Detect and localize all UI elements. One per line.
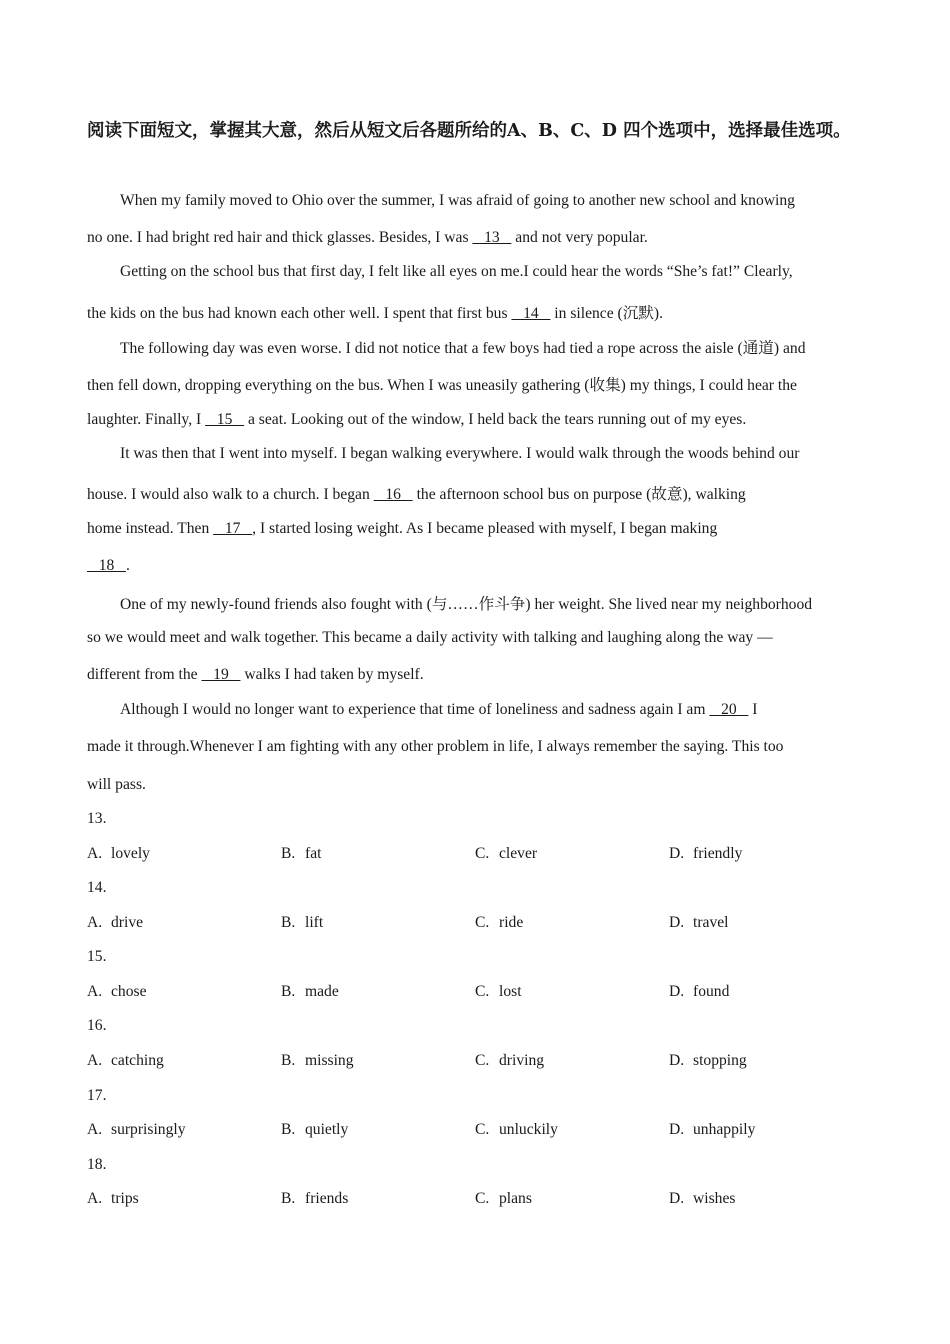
question-number-15: 15. [87, 948, 107, 965]
passage-text: walks I had taken by myself. [240, 666, 424, 683]
option-15-b[interactable] [281, 983, 339, 1001]
passage-text: different from the [87, 666, 202, 683]
passage-line [120, 701, 757, 719]
passage-line: The following day was even worse. I did not notice that a few boys had tied a rope across the aisle (通道) and [120, 340, 806, 357]
option-letter: C. [475, 845, 490, 862]
option-letter: D. [669, 845, 685, 862]
passage-text: . [125, 557, 130, 574]
passage-text: laughter. Finally, I [87, 411, 206, 428]
passage-line: then fell down, dropping everything on the bus. When I was uneasily gathering (收集) my things, I could hear the [87, 377, 797, 394]
blank-20: 20 [709, 701, 749, 718]
option-14-c[interactable] [475, 914, 523, 932]
passage-text: , I started losing weight. As I became pleased with myself, I began making [252, 520, 718, 537]
option-text: lost [499, 983, 522, 1000]
passage-line: Getting on the school bus that first day, I felt like all eyes on me.I could hear the words “She’s fat!” Clearly, [120, 263, 793, 280]
option-text: friendly [693, 845, 743, 862]
option-letter: B. [281, 845, 296, 862]
option-letter: A. [87, 1190, 103, 1207]
option-16-a[interactable] [87, 1052, 164, 1070]
option-text: stopping [693, 1052, 747, 1069]
option-18-c[interactable] [475, 1190, 532, 1208]
passage-text: no one. I had bright red hair and thick glasses. Besides, I was [87, 229, 473, 246]
passage-text: in silence (沉默). [550, 305, 663, 322]
passage-text: I [748, 701, 758, 718]
option-text: lift [305, 914, 324, 931]
blank-17: 17 [213, 520, 253, 537]
option-16-d[interactable] [669, 1052, 747, 1070]
option-text: friends [305, 1190, 349, 1207]
option-text: clever [499, 845, 538, 862]
instruction-heading: 阅读下面短文，掌握其大意，然后从短文后各题所给的A、B、C、D 四个选项中，选择最佳选项。 [87, 121, 851, 141]
option-letter: A. [87, 914, 103, 931]
option-letter: D. [669, 914, 685, 931]
passage-line [87, 482, 746, 504]
question-number-17: 17. [87, 1087, 107, 1104]
option-text: ride [499, 914, 524, 931]
option-text: catching [111, 1052, 164, 1069]
option-18-a[interactable] [87, 1190, 139, 1208]
option-text: wishes [693, 1190, 736, 1207]
passage-line: will pass. [87, 776, 146, 793]
option-14-b[interactable] [281, 914, 323, 932]
option-letter: D. [669, 1052, 685, 1069]
option-letter: B. [281, 1190, 296, 1207]
question-number-16: 16. [87, 1017, 107, 1034]
option-13-c[interactable] [475, 845, 537, 863]
passage-line [87, 411, 746, 429]
blank-15: 15 [205, 411, 245, 428]
option-text: travel [693, 914, 729, 931]
option-letter: C. [475, 1190, 490, 1207]
option-text: surprisingly [111, 1121, 186, 1138]
option-17-a[interactable] [87, 1121, 186, 1139]
passage-line [87, 666, 424, 684]
passage-text: Although I would no longer want to experience that time of loneliness and sadness again I am [120, 701, 710, 718]
option-text: lovely [111, 845, 150, 862]
passage-text: the afternoon school bus on purpose (故意), walking [412, 486, 746, 503]
question-number-14: 14. [87, 879, 107, 896]
option-letter: B. [281, 1121, 296, 1138]
option-text: made [305, 983, 339, 1000]
option-letter: B. [281, 983, 296, 1000]
blank-19: 19 [201, 666, 241, 683]
option-letter: C. [475, 914, 490, 931]
option-letter: B. [281, 1052, 296, 1069]
option-text: fat [305, 845, 322, 862]
option-letter: A. [87, 983, 103, 1000]
passage-text: house. I would also walk to a church. I began [87, 486, 374, 503]
passage-line: One of my newly-found friends also fought with (与……作斗争) her weight. She lived near my neighborhood [120, 596, 813, 613]
option-text: missing [305, 1052, 354, 1069]
question-number-18: 18. [87, 1156, 107, 1173]
passage-line: When my family moved to Ohio over the summer, I was afraid of going to another new school and knowing [120, 192, 795, 209]
passage-text: a seat. Looking out of the window, I held back the tears running out of my eyes. [244, 411, 747, 428]
blank-14: 14 [511, 305, 551, 322]
option-17-b[interactable] [281, 1121, 348, 1139]
option-text: unhappily [693, 1121, 756, 1138]
passage-text: home instead. Then [87, 520, 214, 537]
blank-16: 16 [373, 486, 413, 503]
passage-line [87, 520, 717, 538]
question-number-13: 13. [87, 810, 107, 827]
blank-13: 13 [472, 229, 512, 246]
option-18-b[interactable] [281, 1190, 348, 1208]
passage-line: It was then that I went into myself. I began walking everywhere. I would walk through the woods behind our [120, 445, 800, 462]
passage-line: so we would meet and walk together. This became a daily activity with talking and laughing along the way — [87, 629, 773, 646]
option-text: driving [499, 1052, 545, 1069]
passage-line [87, 301, 663, 323]
option-13-b[interactable] [281, 845, 321, 863]
option-letter: A. [87, 845, 103, 862]
option-13-d[interactable] [669, 845, 742, 863]
option-text: drive [111, 914, 144, 931]
option-text: unluckily [499, 1121, 558, 1138]
option-letter: A. [87, 1052, 103, 1069]
option-17-d[interactable] [669, 1121, 755, 1139]
option-text: quietly [305, 1121, 349, 1138]
passage-line: made it through.Whenever I am fighting with any other problem in life, I always remember the saying. This too [87, 738, 784, 755]
passage-text: and not very popular. [511, 229, 648, 246]
option-letter: D. [669, 1190, 685, 1207]
option-16-c[interactable] [475, 1052, 544, 1070]
passage-line [87, 557, 130, 575]
option-15-c[interactable] [475, 983, 522, 1001]
passage-line [87, 229, 648, 247]
option-text: plans [499, 1190, 532, 1207]
option-18-d[interactable] [669, 1190, 735, 1208]
option-text: chose [111, 983, 147, 1000]
option-letter: D. [669, 983, 685, 1000]
option-14-a[interactable] [87, 914, 143, 932]
passage-text: the kids on the bus had known each other well. I spent that first bus [87, 305, 512, 322]
option-text: found [693, 983, 730, 1000]
option-letter: A. [87, 1121, 103, 1138]
option-17-c[interactable] [475, 1121, 558, 1139]
option-letter: C. [475, 1052, 490, 1069]
option-15-d[interactable] [669, 983, 729, 1001]
option-14-d[interactable] [669, 914, 729, 932]
blank-18: 18 [87, 557, 126, 574]
option-letter: B. [281, 914, 296, 931]
option-13-a[interactable] [87, 845, 150, 863]
option-16-b[interactable] [281, 1052, 354, 1070]
option-letter: C. [475, 1121, 490, 1138]
option-letter: D. [669, 1121, 685, 1138]
option-15-a[interactable] [87, 983, 147, 1001]
option-text: trips [111, 1190, 139, 1207]
option-letter: C. [475, 983, 490, 1000]
